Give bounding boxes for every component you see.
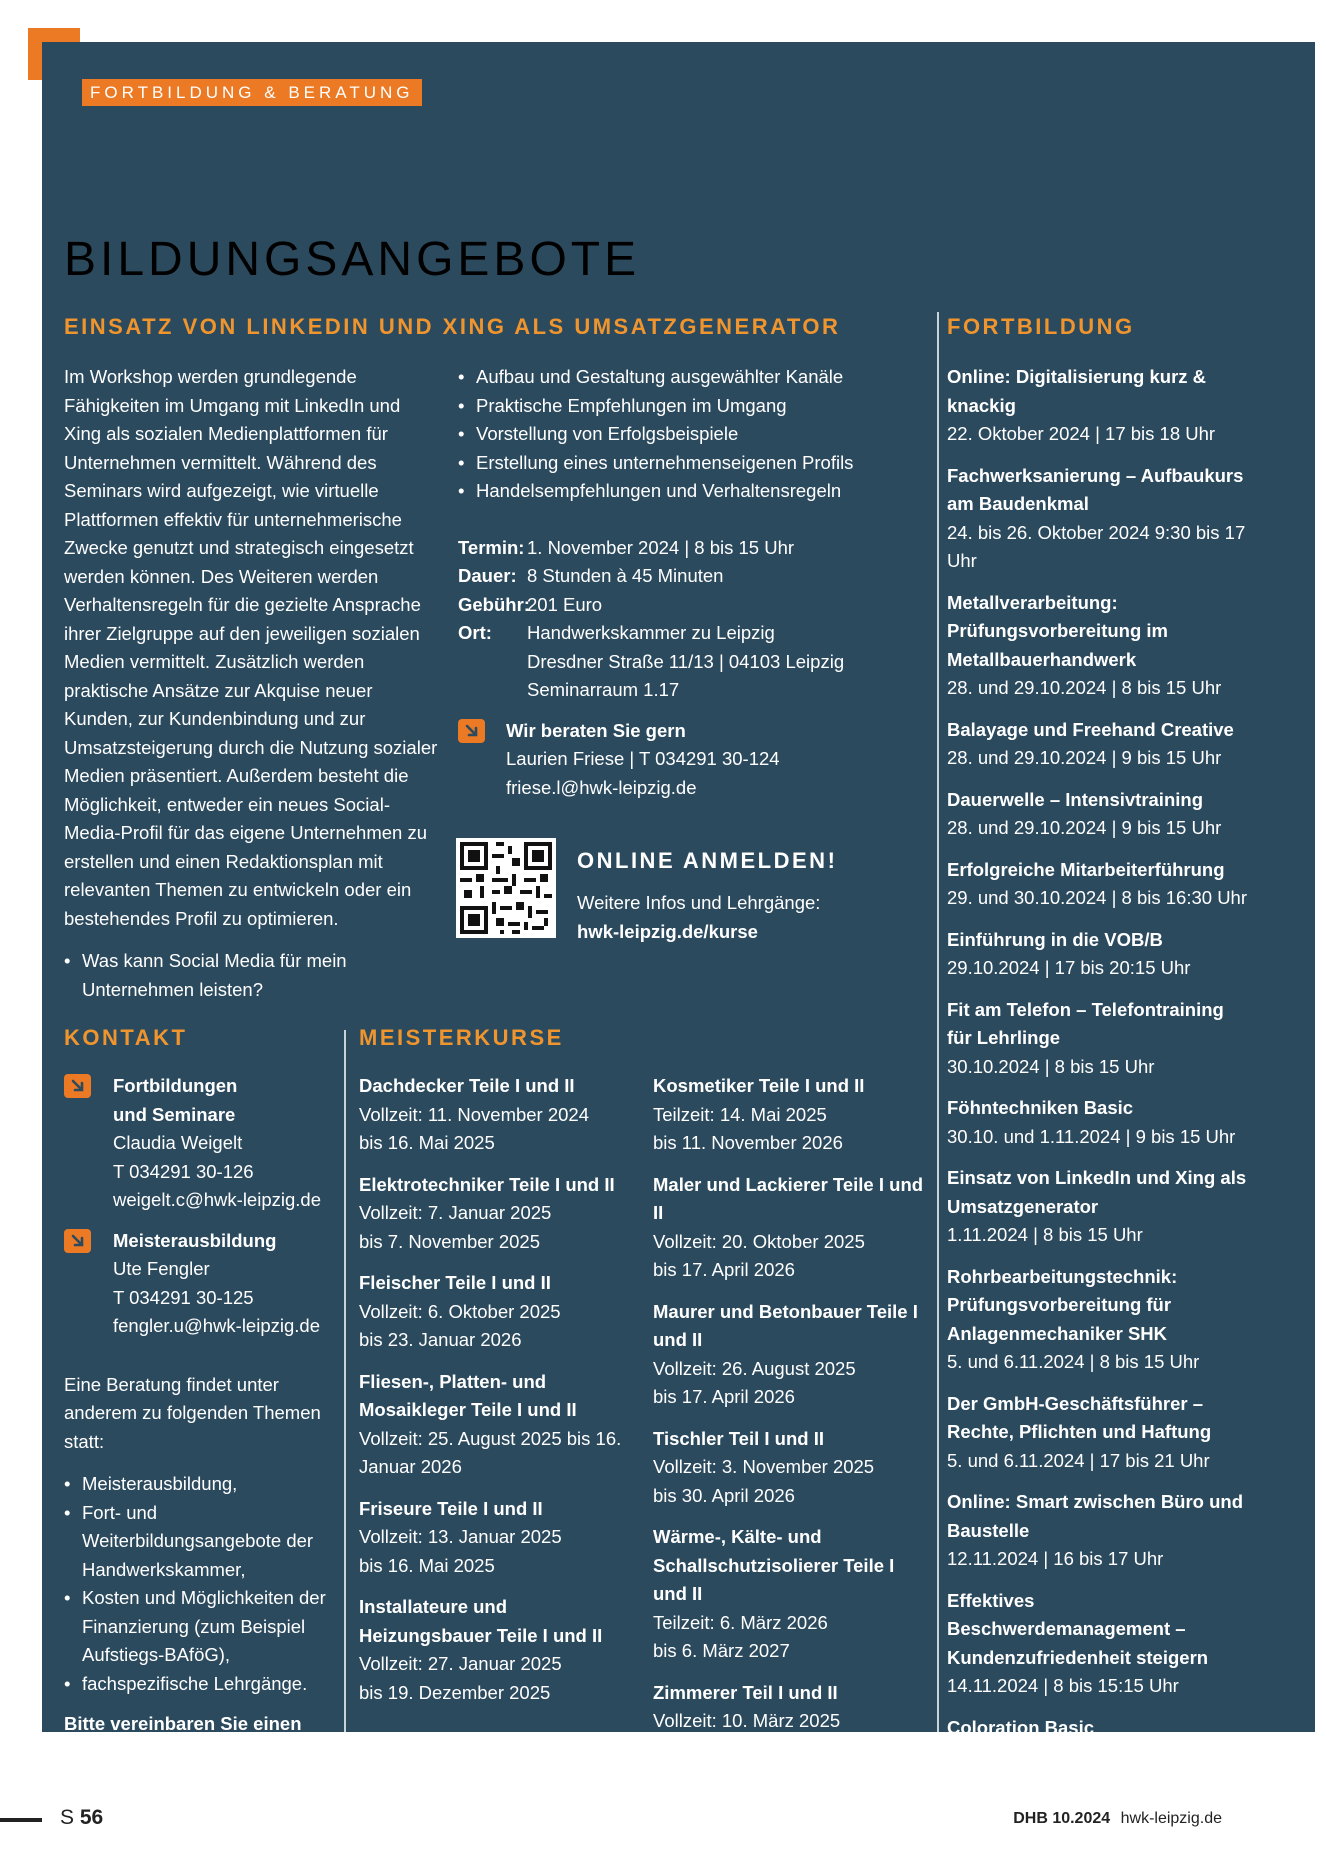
online-text: Weitere Infos und Lehrgänge: xyxy=(577,892,821,913)
course-name: Online: Digitalisierung kurz & knackig xyxy=(947,366,1207,416)
info-value: 201 Euro xyxy=(527,593,603,615)
course-date: Vollzeit: 26. August 2025 xyxy=(653,1357,856,1379)
course-name: Wärme-, Kälte- und Schallschutzisolierer Teile I und II xyxy=(653,1526,895,1604)
course-date: 28. und 29.10.2024 | 9 bis 15 Uhr xyxy=(947,817,1222,838)
list-item xyxy=(653,1072,933,1158)
list-item xyxy=(947,926,1247,983)
list-item: • Kosten und Möglichkeiten der Finanzierung (zum Beispiel Aufstiegs-BAföG), xyxy=(64,1584,334,1670)
meisterkurse-column-2 xyxy=(653,1072,933,1777)
arrow-icon xyxy=(64,1229,91,1253)
ort-line3: Seminarraum 1.17 xyxy=(527,679,680,700)
course-date: 5. und 6.11.2024 | 8 bis 15 Uhr xyxy=(947,1351,1200,1372)
workshop-heading: EINSATZ VON LINKEDIN UND XING ALS UMSATZGENERATOR xyxy=(64,314,841,339)
list-item xyxy=(947,1164,1247,1250)
list-item xyxy=(947,363,1247,449)
workshop-intro-column xyxy=(64,363,440,1004)
course-date: Vollzeit: 11. November 2024 xyxy=(359,1103,590,1125)
contact-card xyxy=(64,1072,334,1215)
advice-title: Wir beraten Sie gern xyxy=(506,719,686,741)
course-date: bis 19. Dezember 2025 xyxy=(653,1738,845,1760)
course-date: 5. und 6.11.2024 | 17 bis 21 Uhr xyxy=(947,1449,1210,1471)
list-item: • Vorstellung von Erfolgsbeispiele xyxy=(458,420,878,449)
workshop-intro: Im Workshop werden grundlegende Fähigkeiten im Umgang mit LinkedIn und Xing als sozialen Medienplattformen für Unternehmen vermittelt. Während des Seminars wird aufgezeigt, wie virtuelle Plattformen effektiv für unternehmerische Zwecke genutzt und strategisch eingesetzt werden können. Des Weiteren werden Verhaltensregeln für die gezielte Ansprache ihrer Zielgruppe auf den jeweiligen sozialen Medien vermittelt. Zusätzlich werden praktische Ansätze zur Akquise neuer Kunden, zur Kundenbindung und zur Umsatzsteigerung durch die Nutzung sozialer Medien präsentiert. Außerdem besteht die Möglichkeit, entweder ein neues Social-Media-Profil für das eigene Unternehmen zu erstellen und einen Redaktionsplan mit relevanten Themen zu entwickeln oder ein bestehendes Profil zu optimieren. xyxy=(64,366,438,929)
online-block xyxy=(577,889,877,946)
list-item: • Praktische Empfehlungen im Umgang xyxy=(458,392,878,421)
list-item xyxy=(947,462,1247,576)
kontakt-heading: KONTAKT xyxy=(64,1025,188,1050)
info-value xyxy=(527,619,844,705)
list-item xyxy=(947,1488,1247,1574)
site-link[interactable]: hwk-leipzig.de xyxy=(1120,1810,1222,1827)
course-date: bis 17. April 2026 xyxy=(653,1386,795,1407)
list-item xyxy=(947,1714,1247,1771)
course-date: bis 17. April 2026 xyxy=(653,1259,795,1280)
advice-email[interactable]: friese.l@hwk-leipzig.de xyxy=(506,776,697,798)
list-item xyxy=(947,786,1247,843)
contact-phone: T 034291 30-126 xyxy=(113,1160,254,1182)
course-name: Installateure und Heizungsbauer Teile I und II xyxy=(359,1596,603,1646)
page-prefix: S xyxy=(60,1806,75,1829)
contact-title: und Seminare xyxy=(113,1103,236,1125)
course-date: Vollzeit: 6. Oktober 2025 xyxy=(359,1300,561,1322)
info-row-dauer xyxy=(458,562,878,591)
list-item: • fachspezifische Lehrgänge. xyxy=(64,1670,334,1699)
list-item xyxy=(359,1072,639,1158)
course-name: Erfolgreiche Mitarbeiterführung xyxy=(947,858,1225,880)
course-name: Fliesen-, Platten- und Mosaikleger Teile I und II xyxy=(359,1370,577,1420)
course-date: bis 23. Januar 2026 xyxy=(359,1329,522,1350)
contact-email[interactable]: weigelt.c@hwk-leipzig.de xyxy=(113,1189,321,1210)
info-row-ort xyxy=(458,619,878,705)
qr-code-icon xyxy=(456,838,556,938)
list-item xyxy=(947,716,1247,773)
list-item: • Erstellung eines unternehmenseigenen Profils xyxy=(458,449,878,478)
advice-block xyxy=(458,717,878,803)
advice-phone: Laurien Friese | T 034291 30-124 xyxy=(506,748,780,769)
list-item xyxy=(653,1171,933,1285)
list-item xyxy=(359,1593,639,1707)
course-date: 1.11.2024 | 8 bis 15 Uhr xyxy=(947,1224,1143,1245)
footer-info xyxy=(1013,1810,1222,1828)
list-item xyxy=(947,1390,1247,1476)
course-name: Dauerwelle – Intensivtraining xyxy=(947,788,1203,810)
course-name: Coloration Basic xyxy=(947,1716,1094,1738)
issue-label: DHB 10.2024 xyxy=(1013,1810,1111,1827)
course-name: Kosmetiker Teile I und II xyxy=(653,1075,865,1096)
course-date: Vollzeit: 7. Januar 2025 xyxy=(359,1202,552,1223)
page-number-value: 56 xyxy=(79,1806,104,1829)
fortbildung-heading: FORTBILDUNG xyxy=(947,314,1135,339)
divider xyxy=(937,312,939,1732)
kontakt-topics xyxy=(64,1470,334,1698)
course-name: Friseure Teile I und II xyxy=(359,1497,543,1519)
course-name: Fleischer Teile I und II xyxy=(359,1272,551,1293)
course-date: 22. Oktober 2024 | 17 bis 18 Uhr xyxy=(947,423,1216,444)
course-name: Der GmbH-Geschäftsführer – Rechte, Pflichten und Haftung xyxy=(947,1392,1212,1442)
course-date: 18. und 19.11.2024 | 10 bis 16 Uhr xyxy=(947,1745,1231,1766)
course-date: bis 6. März 2027 xyxy=(653,1640,790,1661)
list-item xyxy=(947,1587,1247,1701)
course-name: Fachwerksanierung – Aufbaukurs am Baudenkmal xyxy=(947,464,1244,514)
course-name: Elektrotechniker Teile I und II xyxy=(359,1173,615,1195)
page-title: BILDUNGSANGEBOTE xyxy=(64,233,641,286)
course-date: Vollzeit: 20. Oktober 2025 xyxy=(653,1230,865,1252)
course-name: Einsatz von LinkedIn und Xing als Umsatzgenerator xyxy=(947,1167,1247,1217)
kontakt-intro: Eine Beratung findet unter anderem zu folgenden Themen statt: xyxy=(64,1373,321,1452)
info-label: Termin: xyxy=(458,536,525,558)
list-item xyxy=(653,1679,933,1765)
course-name: Maurer und Betonbauer Teile I und II xyxy=(653,1300,918,1350)
list-item xyxy=(947,996,1247,1082)
course-date: 28. und 29.10.2024 | 8 bis 15 Uhr xyxy=(947,677,1222,698)
course-date: 29.10.2024 | 17 bis 20:15 Uhr xyxy=(947,957,1191,978)
info-label: Gebühr: xyxy=(458,593,530,615)
course-date: 24. bis 26. Oktober 2024 9:30 bis 17 Uhr xyxy=(947,521,1246,571)
meisterkurse-heading: MEISTERKURSE xyxy=(359,1025,564,1050)
online-heading: ONLINE ANMELDEN! xyxy=(577,848,838,873)
list-item xyxy=(947,1263,1247,1377)
info-label: Ort: xyxy=(458,622,492,643)
course-date: Vollzeit: 25. August 2025 bis 16. Januar 2026 xyxy=(359,1427,622,1477)
course-date: bis 7. November 2025 xyxy=(359,1230,540,1252)
list-item xyxy=(653,1523,933,1666)
list-item xyxy=(947,856,1247,913)
list-item xyxy=(359,1368,639,1482)
ort-line2: Dresdner Straße 11/13 | 04103 Leipzig xyxy=(527,650,845,672)
contact-card xyxy=(64,1227,334,1341)
course-date: 30.10. und 1.11.2024 | 9 bis 15 Uhr xyxy=(947,1125,1236,1147)
list-item xyxy=(359,1269,639,1355)
contact-title: Meisterausbildung xyxy=(113,1229,277,1251)
course-name: Metallverarbeitung: Prüfungsvorbereitung im Metallbauerhandwerk xyxy=(947,591,1168,670)
arrow-icon xyxy=(458,719,485,743)
contact-email[interactable]: fengler.u@hwk-leipzig.de xyxy=(113,1315,320,1336)
list-item xyxy=(947,589,1247,703)
contact-name: Claudia Weigelt xyxy=(113,1132,243,1153)
page-number xyxy=(60,1806,103,1830)
course-date: bis 11. November 2026 xyxy=(653,1132,843,1153)
list-item: • Meisterausbildung, xyxy=(64,1470,334,1499)
course-date: Vollzeit: 27. Januar 2025 xyxy=(359,1653,562,1674)
footer-rule xyxy=(0,1818,42,1822)
info-row-termin xyxy=(458,534,878,563)
list-item xyxy=(653,1425,933,1511)
list-item xyxy=(947,1094,1247,1151)
arrow-icon xyxy=(64,1074,91,1098)
course-name: Dachdecker Teile I und II xyxy=(359,1075,575,1096)
course-date: bis 16. Mai 2025 xyxy=(359,1132,495,1153)
info-row-gebuehr xyxy=(458,591,878,620)
course-name: Zimmerer Teil I und II xyxy=(653,1681,838,1703)
contact-name: Ute Fengler xyxy=(113,1258,210,1279)
course-date: Vollzeit: 3. November 2025 xyxy=(653,1456,875,1477)
course-date: Vollzeit: 13. Januar 2025 xyxy=(359,1526,562,1547)
course-date: bis 30. April 2026 xyxy=(653,1484,795,1506)
contact-title: Fortbildungen xyxy=(113,1075,238,1096)
course-name: Einführung in die VOB/B xyxy=(947,928,1163,950)
course-date: 14.11.2024 | 8 bis 15:15 Uhr xyxy=(947,1675,1179,1696)
workshop-question-list xyxy=(64,947,440,1004)
meisterkurse-column-1 xyxy=(359,1072,639,1720)
divider xyxy=(344,1030,346,1732)
course-name: Föhntechniken Basic xyxy=(947,1097,1134,1118)
course-date: 28. und 29.10.2024 | 9 bis 15 Uhr xyxy=(947,747,1222,768)
online-link[interactable]: hwk-leipzig.de/kurse xyxy=(577,920,758,942)
course-name: Rohrbearbeitungstechnik: Prüfungsvorbereitung für Anlagenmechaniker SHK xyxy=(947,1265,1178,1344)
workshop-details-column xyxy=(458,363,878,802)
info-value: 1. November 2024 | 8 bis 15 Uhr xyxy=(527,536,795,558)
course-name: Tischler Teil I und II xyxy=(653,1427,824,1449)
course-date: Vollzeit: 10. März 2025 xyxy=(653,1710,841,1731)
info-value: 8 Stunden à 45 Minuten xyxy=(527,565,724,586)
fortbildung-list xyxy=(947,363,1247,1784)
course-date: 30.10.2024 | 8 bis 15 Uhr xyxy=(947,1055,1155,1077)
course-date: Teilzeit: 6. März 2026 xyxy=(653,1611,828,1633)
course-name: Maler und Lackierer Teile I und II xyxy=(653,1173,924,1223)
course-name: Balayage und Freehand Creative xyxy=(947,718,1234,740)
workshop-bullets xyxy=(458,363,878,506)
course-date: 12.11.2024 | 16 bis 17 Uhr xyxy=(947,1548,1164,1569)
course-name: Fit am Telefon – Telefontraining für Lehrlinge xyxy=(947,998,1224,1048)
info-label: Dauer: xyxy=(458,565,517,586)
workshop-question: • Was kann Social Media für mein Unternehmen leisten? xyxy=(64,947,440,1004)
workshop-info xyxy=(458,534,878,705)
course-name: Online: Smart zwischen Büro und Baustelle xyxy=(947,1491,1244,1541)
section-tag: FORTBILDUNG & BERATUNG xyxy=(82,79,422,106)
course-date: Teilzeit: 14. Mai 2025 xyxy=(653,1103,827,1125)
course-name: Effektives Beschwerdemanagement – Kundenzufriedenheit steigern xyxy=(947,1589,1209,1668)
course-date: 29. und 30.10.2024 | 8 bis 16:30 Uhr xyxy=(947,887,1248,908)
list-item xyxy=(653,1298,933,1412)
course-date: bis 19. Dezember 2025 xyxy=(359,1681,551,1703)
list-item xyxy=(359,1495,639,1581)
list-item: • Fort- und Weiterbildungsangebote der Handwerkskammer, xyxy=(64,1499,334,1585)
list-item: • Aufbau und Gestaltung ausgewählter Kanäle xyxy=(458,363,878,392)
ort-line1: Handwerkskammer zu Leipzig xyxy=(527,622,775,643)
qr-code[interactable] xyxy=(456,838,556,938)
list-item: • Handelsempfehlungen und Verhaltensregeln xyxy=(458,477,878,506)
kontakt-closing: Bitte vereinbaren Sie einen individuellen Termin. xyxy=(64,1713,302,1763)
kontakt-column xyxy=(64,1072,334,1767)
list-item xyxy=(359,1171,639,1257)
contact-phone: T 034291 30-125 xyxy=(113,1286,254,1308)
course-date: bis 16. Mai 2025 xyxy=(359,1554,495,1576)
